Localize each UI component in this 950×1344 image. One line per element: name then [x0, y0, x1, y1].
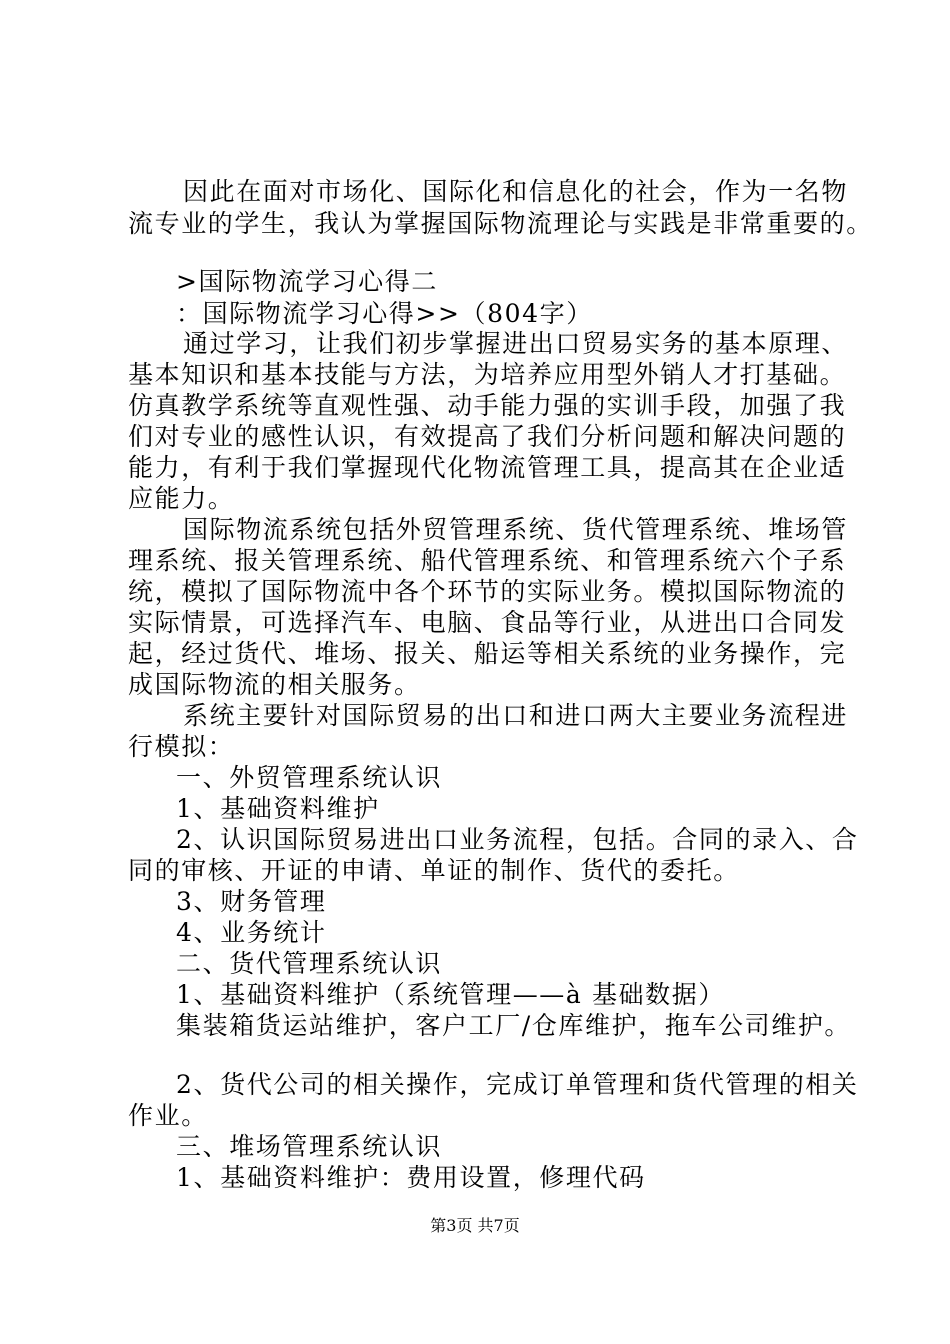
list-heading: 二、货代管理系统认识	[176, 949, 443, 978]
page-number-footer: 第3页 共7页	[430, 1216, 520, 1235]
text-line: 系统主要针对国际贸易的出口和进口两大主要业务流程进	[183, 701, 849, 730]
list-item: 1、基础资料维护	[176, 794, 380, 823]
text-line: 统，模拟了国际物流中各个环节的实际业务。模拟国际物流的	[128, 577, 847, 606]
text-line: 集装箱货运站维护，客户工厂/仓库维护，拖车公司维护。	[176, 1011, 852, 1040]
text-line: 通过学习，让我们初步掌握进出口贸易实务的基本原理、	[183, 329, 849, 358]
text-line: 们对专业的感性认识，有效提高了我们分析问题和解决问题的	[128, 422, 847, 451]
text-line: 成国际物流的相关服务。	[128, 670, 421, 699]
list-item: 3、财务管理	[176, 887, 327, 916]
section-subheading: ：国际物流学习心得>>（804字）	[176, 299, 593, 328]
list-heading: 一、外贸管理系统认识	[176, 763, 443, 792]
text-line: 因此在面对市场化、国际化和信息化的社会，作为一名物	[183, 177, 849, 206]
text-line: 基本知识和基本技能与方法，为培养应用型外销人才打基础。	[128, 360, 847, 389]
text-line: 起，经过货代、堆场、报关、船运等相关系统的业务操作，完	[128, 639, 847, 668]
text-line: 应能力。	[128, 484, 235, 513]
text-line: 能力，有利于我们掌握现代化物流管理工具，提高其在企业适	[128, 453, 847, 482]
text-line: 作业。	[128, 1101, 208, 1130]
text-line: 行模拟：	[128, 732, 235, 761]
text-line: 国际物流系统包括外贸管理系统、货代管理系统、堆场管	[183, 515, 849, 544]
list-heading: 三、堆场管理系统认识	[176, 1132, 443, 1161]
text-line: 同的审核、开证的申请、单证的制作、货代的委托。	[128, 856, 740, 885]
section-heading: >国际物流学习心得二	[176, 267, 438, 296]
text-line: 实际情景，可选择汽车、电脑、食品等行业，从进出口合同发	[128, 608, 847, 637]
list-item: 4、业务统计	[176, 918, 327, 947]
list-item: 1、基础资料维护（系统管理——à 基础数据）	[176, 980, 725, 1009]
list-item: 2、货代公司的相关操作，完成订单管理和货代管理的相关	[176, 1070, 859, 1099]
text-line: 流专业的学生，我认为掌握国际物流理论与实践是非常重要的。	[128, 209, 873, 238]
list-item: 1、基础资料维护：费用设置，修理代码	[176, 1163, 646, 1192]
list-item: 2、认识国际贸易进出口业务流程，包括。合同的录入、合	[176, 825, 859, 854]
text-line: 理系统、报关管理系统、船代管理系统、和管理系统六个子系	[128, 546, 847, 575]
text-line: 仿真教学系统等直观性强、动手能力强的实训手段，加强了我	[128, 391, 847, 420]
